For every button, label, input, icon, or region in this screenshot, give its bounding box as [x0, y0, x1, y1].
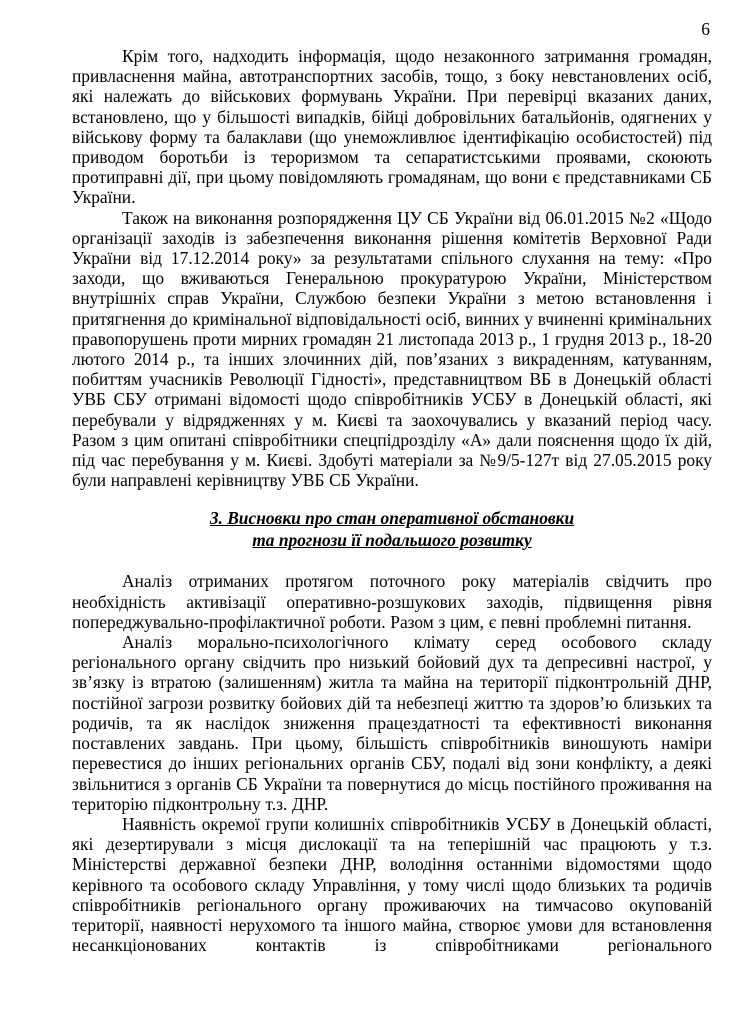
page-number: 6 [701, 19, 710, 39]
section-heading-line-1: 3. Висновки про стан оперативної обстановки [209, 508, 575, 529]
section-heading [72, 507, 712, 551]
paragraph: Також на виконання розпорядження ЦУ СБ України від 06.01.2015 №2 «Щодо організації заходів із забезпечення виконання рішення комітетів Верховної Ради України від 17.12.2014 року» за результатами спільного слухання на тему: «Про заходи, що вживаються Генеральною прокуратурою України, Міністерством внутрішніх справ України, Службою безпеки України з метою встановлення і притягнення до кримінальної відповідальності осіб, винних у вчиненні кримінальних правопорушень проти мирних громадян 21 листопада 2013 р., 1 грудня 2013 р., 18-20 лютого 2014 р., та інших злочинних дій, пов’язаних з викраденням, катуванням, побиттям учасників Революції Гідності», представництвом ВБ в Донецькій області УВБ СБУ отримані відомості щодо співробітників УСБУ в Донецькій області, які перебували у відрядженнях у м. Києві та заохочувались у вказаний період часу. Разом з цим опитані співробітники спецпідрозділу «А» дали пояснення щодо їх дій, під час перебування у м. Києві. Здобуті матеріали за №9/5-127т від 27.05.2015 року були направлені керівництву УВБ СБ України. [72, 207, 712, 491]
paragraph: Аналіз морально-психологічного клімату серед особового складу регіонального органу свідчить про низький бойовий дух та депресивні настрої, у зв’язку із втратою (залишенням) житла та майна на території підконтрольній ДНР, постійної загрози розвитку бойових дій та небезпеці життю та здоров’ю близьких та родичів, та як наслідок зниження працездатності та ефективності виконання поставлених завдань. При цьому, більшість співробітників виношують наміри перевестися до інших регіональних органів СБУ, подалі від зони конфлікту, а деякі звільнитися з органів СБ України та повернутися до місць постійного проживання на територію підконтрольну т.з. ДНР. [72, 632, 712, 814]
paragraph: Крім того, надходить інформація, щодо незаконного затримання громадян, привласнення майна, автотранспортних засобів, тощо, з боку невстановлених осіб, які належать до військових формувань України. При перевірці вказаних даних, встановлено, що у більшості випадків, бійці добровільних батальйонів, одягнених у військову форму та балаклави (що унеможливлює ідентифікацію особистостей) під приводом боротьби із тероризмом та сепаратистськими проявами, скоюють протиправні дії, при цьому повідомляють громадянам, що вони є представниками СБ України. [72, 46, 712, 208]
section-heading-line-2: та прогнози її подальшого розвитку [252, 530, 532, 551]
section-heading-row [72, 529, 712, 551]
paragraph: Аналіз отриманих протягом поточного року матеріалів свідчить про необхідність активізації оперативно-розшукових заходів, підвищення рівня попереджувально-профілактичної роботи. Разом з цим, є певні проблемні питання. [72, 571, 712, 632]
section-heading-row [72, 507, 712, 529]
paragraph: Наявність окремої групи колишніх співробітників УСБУ в Донецькій області, які дезертирували з місця дислокації та на теперішній час працюють у т.з. Міністерстві державної безпеки ДНР, володіння останніми відомостями щодо керівного та особового складу Управління, у тому числі щодо близьких та родичів співробітників регіонального органу проживаючих на тимчасово окупованій території, наявності нерухомого та іншого майна, створює умови для встановлення несанкціонованих контактів із співробітниками регіонального [72, 813, 712, 956]
document-body [72, 46, 712, 955]
